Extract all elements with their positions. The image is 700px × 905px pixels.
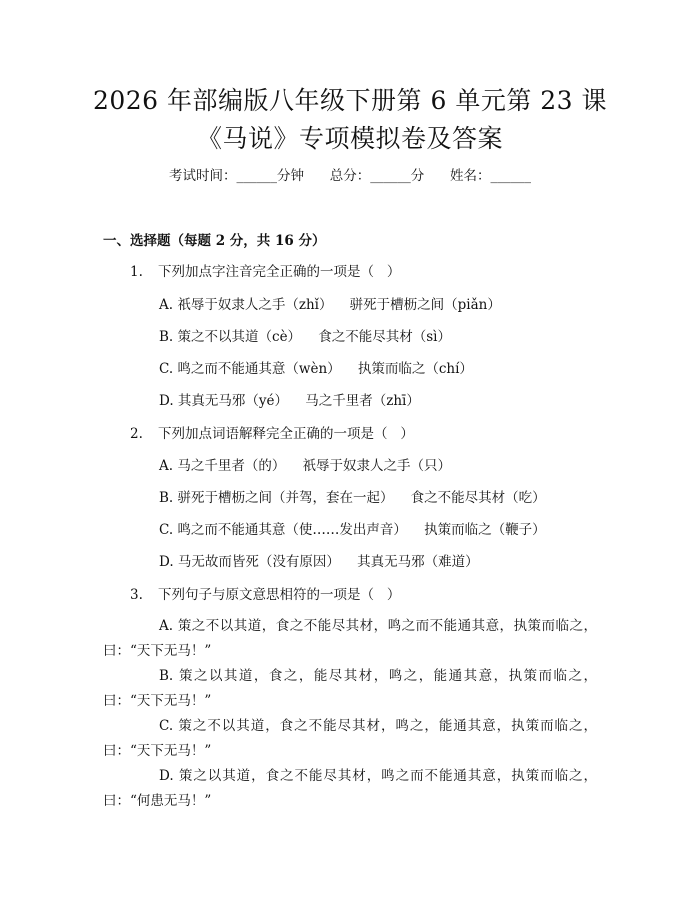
option-2c: C. 鸣之而不能通其意（使……发出声音） 执策而临之（鞭子）: [159, 522, 546, 538]
option-2d: D. 马无故而皆死（没有原因） 其真无马邪（难道）: [159, 554, 479, 570]
question-number: 3.: [130, 587, 143, 603]
question-number: 1.: [130, 264, 143, 280]
question-number: 2.: [130, 426, 143, 442]
question-stem: 下列加点字注音完全正确的一项是（ ）: [158, 264, 401, 280]
question-stem: 下列句子与原文意思相符的一项是（ ）: [158, 587, 401, 603]
option-3a: A. 策之不以其道，食之不能尽其材，鸣之而不能通其意，执策而临之，曰：“天下无马！”: [103, 618, 597, 659]
option-3c: C. 策之不以其道，食之不能尽其材，鸣之，能通其意，执策而临之，曰：“天下无马！”: [103, 718, 597, 759]
page-title-line2: 《马说》专项模拟卷及答案: [196, 124, 503, 153]
option-1c: C. 鸣之而不能通其意（wèn） 执策而临之（chí）: [159, 361, 473, 377]
option-1b: B. 策之不以其道（cè） 食之不能尽其材（sì）: [159, 329, 451, 345]
option-1a: A. 祇辱于奴隶人之手（zhǐ） 骈死于槽枥之间（piǎn）: [159, 297, 501, 313]
page-title-line1: 2026 年部编版八年级下册第 6 单元第 23 课: [92, 86, 608, 115]
question-stem: 下列加点词语解释完全正确的一项是（ ）: [158, 426, 414, 442]
exam-info-line: 考试时间：______分钟 总分：______分 姓名：______: [169, 168, 531, 184]
option-3b: B. 策之以其道，食之，能尽其材，鸣之，能通其意，执策而临之，曰：“天下无马！”: [103, 668, 597, 709]
question-2: [130, 424, 414, 444]
question-1: [130, 262, 400, 282]
option-2a: A. 马之千里者（的） 祇辱于奴隶人之手（只）: [159, 458, 451, 474]
option-2b: B. 骈死于槽枥之间（并驾，套在一起） 食之不能尽其材（吃）: [159, 490, 546, 506]
question-3: [130, 585, 400, 605]
section-heading: 一、选择题（每题 2 分，共 16 分）: [103, 233, 326, 249]
option-3d: D. 策之以其道，食之不能尽其材，鸣之而不能通其意，执策而临之，曰：“何患无马！”: [103, 768, 597, 809]
option-1d: D. 其真无马邪（yé） 马之千里者（zhī）: [159, 393, 420, 409]
